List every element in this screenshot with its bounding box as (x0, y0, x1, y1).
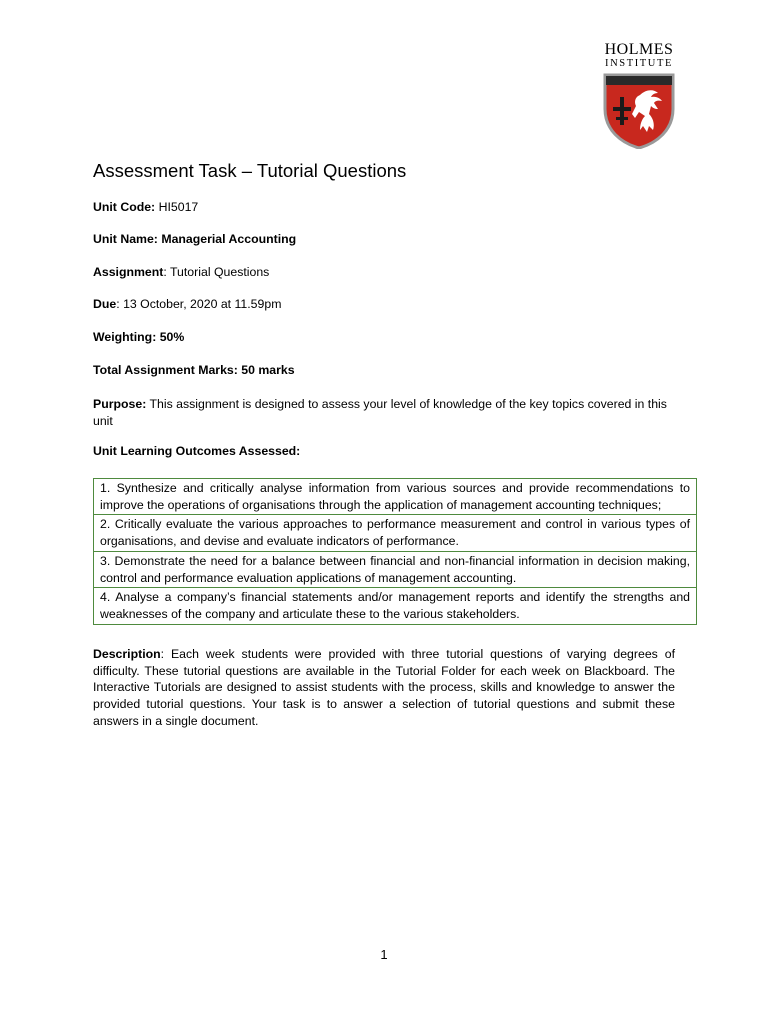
holmes-institute-logo (600, 42, 678, 149)
due-value: : 13 October, 2020 at 11.59pm (116, 297, 282, 311)
page-title: Assessment Task – Tutorial Questions (93, 160, 407, 181)
description-label: Description (93, 647, 161, 661)
purpose-value: This assignment is designed to assess your level of knowledge of the key topics covered in this unit (93, 397, 667, 428)
learning-outcome-cell: 4. Analyse a company’s financial statements and/or management reports and identify the strengths and weaknesses of the company and articulate these to the various stakeholders. (94, 588, 697, 624)
table-row (94, 551, 697, 587)
due-line (93, 297, 281, 311)
learning-outcome-cell: 1. Synthesize and critically analyse information from various sources and provide recommendations to improve the operations of organisations through the application of management accounting techniques; (94, 479, 697, 515)
table-row (94, 515, 697, 551)
outcomes-heading: Unit Learning Outcomes Assessed: (93, 444, 301, 458)
weighting-line: Weighting: 50% (93, 330, 185, 344)
learning-outcome-cell: 2. Critically evaluate the various approaches to performance measurement and control in various types of organisations, and devise and evaluate indicators of performance. (94, 515, 697, 551)
learning-outcomes-table (93, 478, 697, 625)
total-marks-line: Total Assignment Marks: 50 marks (93, 363, 295, 377)
assignment-line (93, 265, 269, 279)
assignment-label: Assignment (93, 265, 164, 279)
due-label: Due (93, 297, 117, 311)
logo-name: HOLMES (604, 41, 674, 58)
table-row (94, 479, 697, 515)
description-value: : Each week students were provided with three tutorial questions of varying degrees of difficulty. These tutorial questions are available in the Tutorial Folder for each week on Blackboard. The Interactive Tutorials are designed to assist students with the process, skills and knowledge to answer the provided tutorial questions. Your task is to answer a selection of tutorial questions and submit these answers in a single document. (93, 647, 675, 728)
unit-code-value: HI5017 (155, 200, 199, 214)
page-number: 1 (380, 947, 388, 962)
table-row (94, 588, 697, 624)
unit-code-label: Unit Code: (93, 200, 156, 214)
unit-code-line (93, 200, 198, 214)
purpose-label: Purpose: (93, 397, 147, 411)
learning-outcome-cell: 3. Demonstrate the need for a balance between financial and non-financial information in decision making, control and performance evaluation applications of management accounting. (94, 551, 697, 587)
purpose-paragraph (93, 396, 675, 429)
shield-crest-icon (602, 73, 676, 149)
assignment-value: : Tutorial Questions (163, 265, 270, 279)
unit-name-line: Unit Name: Managerial Accounting (93, 232, 297, 246)
logo-subname: INSTITUTE (604, 58, 674, 69)
description-paragraph (93, 646, 675, 730)
